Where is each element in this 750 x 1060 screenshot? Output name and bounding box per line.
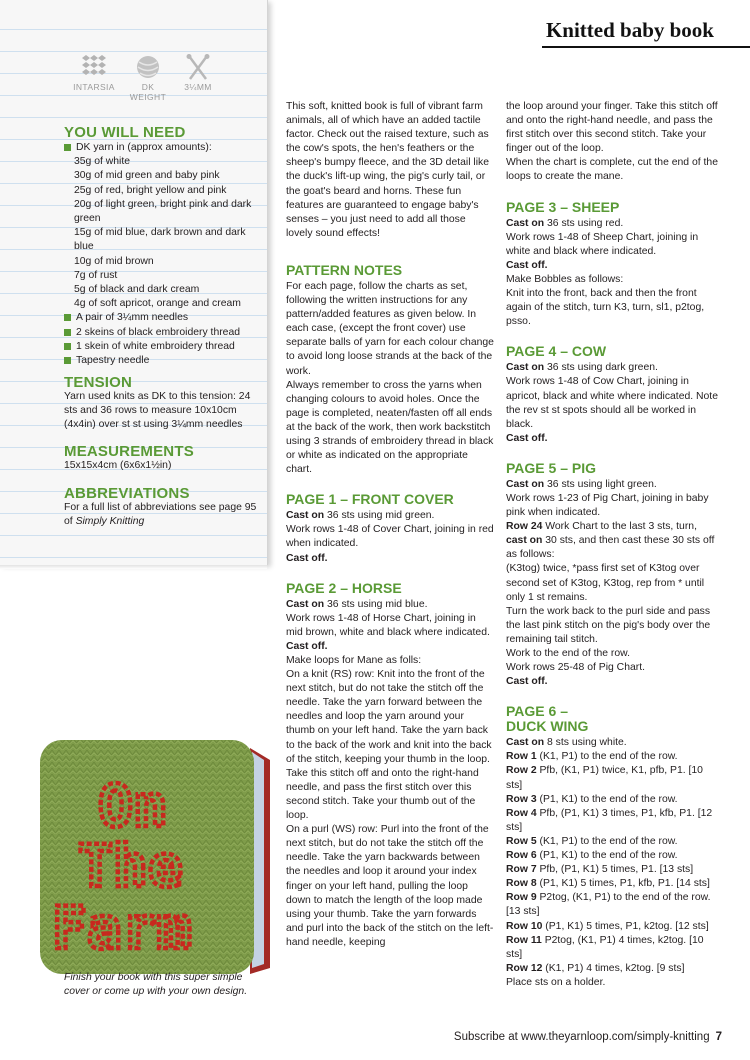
pattern-notes-paragraph-2: Always remember to cross the yarns when changing colours to avoid holes. Once the page is completed, neaten/fasten off all ends at the back of the work, then work backstitch using 3 strands of embroidery thread in black or white as indicated on the appropriate chart. bbox=[286, 379, 494, 476]
duck-wing-rows bbox=[506, 750, 718, 976]
abbreviations-text bbox=[64, 501, 264, 529]
duck-wing-row: Row 3 (P1, K1) to the end of the row. bbox=[506, 793, 678, 805]
tension-heading: TENSION bbox=[64, 374, 133, 391]
page-6-cast-on: Cast on 8 sts using white. bbox=[506, 737, 627, 749]
need-item: 25g of red, bright yellow and pink bbox=[74, 184, 227, 196]
need-item: 35g of white bbox=[74, 156, 131, 168]
duck-wing-row: Row 5 (K1, P1) to the end of the row. bbox=[506, 835, 678, 847]
page-1-heading: PAGE 1 – FRONT COVER bbox=[286, 491, 454, 508]
page-5-cast-on: Cast on 36 sts using light green. bbox=[506, 478, 657, 490]
need-item: 7g of rust bbox=[74, 269, 118, 281]
page-5-cast-off: Cast off. bbox=[506, 676, 548, 688]
tension-text: Yarn used knits as DK to this tension: 24 sts and 36 rows to measure 10x10cm (4x4in) over st st using 3¼mm needles bbox=[64, 391, 251, 431]
page-4-cast-off: Cast off. bbox=[506, 432, 548, 444]
materials-panel bbox=[0, 0, 268, 565]
need-item: 10g of mid brown bbox=[74, 255, 154, 267]
measurements-heading: MEASUREMENTS bbox=[64, 443, 194, 460]
page-4-heading: PAGE 4 – COW bbox=[506, 343, 607, 360]
page-5-work: Work rows 1-23 of Pig Chart, joining in baby pink when indicated. bbox=[506, 492, 709, 519]
measurements-text: 15x15x4cm (6x6x1½in) bbox=[64, 460, 172, 471]
need-item: 4g of soft apricot, orange and cream bbox=[74, 298, 241, 310]
page-3-bobbles: Knit into the front, back and then the front again of the stitch, turn K3, turn, sl1, p2tog, psso. bbox=[506, 288, 705, 328]
needle-size-label: 3¼MM bbox=[184, 82, 212, 92]
page-2-cast-off: Cast off. bbox=[286, 640, 328, 652]
duck-wing-row: Row 9 P2tog, (K1, P1) to the end of the row. [13 sts] bbox=[506, 892, 711, 918]
you-will-need-list bbox=[64, 141, 264, 368]
duck-wing-row: Row 12 (K1, P1) 4 times, k2tog. [9 sts] bbox=[506, 962, 685, 974]
duck-wing-row: Row 6 (P1, K1) to the end of the row. bbox=[506, 850, 678, 862]
column-middle bbox=[286, 100, 494, 950]
need-item: 20g of light green, bright pink and dark green bbox=[74, 198, 252, 225]
cover-word: Farm bbox=[52, 894, 192, 962]
page-3-bobbles-intro: Make Bobbles as follows: bbox=[506, 273, 624, 285]
need-item: 2 skeins of black embroidery thread bbox=[64, 326, 264, 340]
subscribe-text: Subscribe at www.theyarnloop.com/simply-knitting bbox=[453, 1031, 710, 1043]
page-5-turn: Turn the work back to the purl side and pass the last pink stitch on the pig's body over the remaining tail stitch. bbox=[506, 605, 711, 645]
you-will-need-heading: YOU WILL NEED bbox=[64, 124, 186, 141]
abbreviations-note: For a full list of abbreviations see page 95 of bbox=[64, 502, 257, 528]
abbreviations-heading: ABBREVIATIONS bbox=[64, 485, 190, 502]
knitted-cover-photo bbox=[38, 738, 276, 976]
need-item: 5g of black and dark cream bbox=[74, 284, 200, 296]
page-5-row-24: Row 24 Work Chart to the last 3 sts, turn, cast on 30 sts, and then cast these 30 sts off as follows: bbox=[506, 521, 715, 561]
duck-wing-row: Row 11 P2tog, (K1, P1) 4 times, k2tog. [10 sts] bbox=[506, 934, 704, 960]
footer bbox=[454, 1031, 722, 1043]
intro-paragraph: This soft, knitted book is full of vibrant farm animals, all of which have an added tactile factor. Check out the raised texture, such as the cow's spots, the hen's feathers or the sheep's bumpy fleece, and the 3D detail like the duck's lift-up wing, the pig's curly tail, or the goat's beard and horns. These fun features are guaranteed to engage baby's senses – you just need to add all those lovely sound effects! bbox=[286, 101, 489, 239]
page-3-heading: PAGE 3 – SHEEP bbox=[506, 198, 620, 215]
pattern-notes-heading: PATTERN NOTES bbox=[286, 261, 403, 278]
magazine-name: Simply Knitting bbox=[75, 516, 145, 528]
page-title: Knitted baby book bbox=[545, 18, 714, 42]
intarsia-label: INTARSIA bbox=[73, 82, 115, 92]
duck-wing-row: Row 7 Pfb, (P1, K1) 5 times, P1. [13 sts] bbox=[506, 864, 694, 876]
page-2-work: Work rows 1-48 of Horse Chart, joining in mid brown, white and black where indicated. bbox=[286, 612, 490, 638]
title-rule bbox=[542, 46, 750, 48]
mane-finish: When the chart is complete, cut the end of the loops to create the mane. bbox=[506, 157, 718, 183]
need-item: DK yarn in (approx amounts): bbox=[64, 141, 264, 155]
page-1-cast-off: Cast off. bbox=[286, 552, 328, 564]
intarsia-icon bbox=[79, 54, 109, 80]
cover-caption: Finish your book with this super simple cover or come up with your own design. bbox=[64, 972, 248, 997]
page-5-rows: Work rows 25-48 of Pig Chart. bbox=[506, 662, 645, 674]
column-right bbox=[506, 100, 718, 990]
page-4-cast-on: Cast on 36 sts using dark green. bbox=[506, 362, 658, 374]
page-1-cast-on: Cast on 36 sts using mid green. bbox=[286, 510, 435, 522]
cover-word: On bbox=[98, 772, 168, 840]
page-3-cast-off: Cast off. bbox=[506, 259, 548, 271]
page-6-place: Place sts on a holder. bbox=[506, 976, 606, 988]
duck-wing-row: Row 10 (P1, K1) 5 times, P1, k2tog. [12 sts] bbox=[506, 920, 709, 932]
need-item: 15g of mid blue, dark brown and dark blue bbox=[74, 227, 246, 253]
page-2-heading: PAGE 2 – HORSE bbox=[286, 579, 402, 596]
need-item: A pair of 3¼mm needles bbox=[64, 311, 264, 325]
duck-wing-row: Row 4 Pfb, (P1, K1) 3 times, P1, kfb, P1. [12 sts] bbox=[506, 807, 713, 833]
needles-icon bbox=[184, 54, 212, 80]
page-2-purl-row: On a purl (WS) row: Purl into the front of the next stitch, but do not take the stitch off the needle. Take the yarn backwards between the needles and loop it around your index finger on your left hand, pulling the loop down to match the length of the loop made using your thumb. Take the yarn forwards and purl into the back of the stitch on the left-hand needle, keeping bbox=[286, 824, 494, 948]
duck-wing-row: Row 8 (P1, K1) 5 times, P1, kfb, P1. [14 sts] bbox=[506, 878, 710, 890]
need-item: Tapestry needle bbox=[64, 354, 264, 368]
page-3-work: Work rows 1-48 of Sheep Chart, joining in white and black where indicated. bbox=[506, 231, 699, 257]
weight-label: DK WEIGHT bbox=[129, 82, 167, 102]
duck-wing-row: Row 1 (K1, P1) to the end of the row. bbox=[506, 751, 678, 763]
skill-icons bbox=[68, 54, 238, 100]
yarn-ball-icon bbox=[134, 54, 162, 80]
page-5-heading: PAGE 5 – PIG bbox=[506, 459, 596, 476]
page-2-cast-on: Cast on 36 sts using mid blue. bbox=[286, 598, 428, 610]
page-6-heading: PAGE 6 – DUCK WING bbox=[506, 703, 589, 735]
mane-continued: the loop around your finger. Take this stitch off and onto the right-hand needle, and pass the first stitch over this second stitch. Take your finger out of the loop. bbox=[506, 101, 718, 155]
page-4-work: Work rows 1-48 of Cow Chart, joining in apricot, black and white where indicated. Note the rev st st spots should all be worked in black. bbox=[506, 376, 718, 430]
page-3-cast-on: Cast on 36 sts using red. bbox=[506, 217, 624, 229]
page-2-knit-row: On a knit (RS) row: Knit into the front of the next stitch, but do not take the stitch off the needle. Take the yarn forward between the needles and loop the yarn around your thumb on your left hand. Take the yarn back to the back of the work and knit into the back of the stitch, keeping your thumb in the loop. Take this stitch off and onto the right-hand needle, and pass the first stitch over this second stitch. Take your thumb out of the loop. bbox=[286, 669, 492, 822]
intarsia-icon-block bbox=[64, 54, 124, 92]
page-2-loops-intro: Make loops for Mane as folls: bbox=[286, 655, 422, 666]
cover-word: The bbox=[78, 832, 183, 900]
need-item: 1 skein of white embroidery thread bbox=[64, 340, 264, 354]
pattern-notes-paragraph-1: For each page, follow the charts as set, following the written instructions for any pattern/added features as given below. In each case, (except the front cover) use separate balls of yarn for each colour change to avoid long loose strands at the back of the work. bbox=[286, 280, 494, 377]
duck-wing-row: Row 2 Pfb, (K1, P1) twice, K1, pfb, P1. [10 sts] bbox=[506, 765, 703, 791]
page-5-k3tog: (K3tog) twice, *pass first set of K3tog over second set of K3tog, K3tog, rep from * until only 1 st remains. bbox=[506, 563, 705, 603]
need-item: 30g of mid green and baby pink bbox=[74, 170, 220, 182]
page-5-end-row: Work to the end of the row. bbox=[506, 648, 630, 659]
page-number: 7 bbox=[715, 1031, 722, 1043]
needles-icon-block bbox=[168, 54, 228, 92]
page-1-work: Work rows 1-48 of Cover Chart, joining in red when indicated. bbox=[286, 524, 494, 550]
